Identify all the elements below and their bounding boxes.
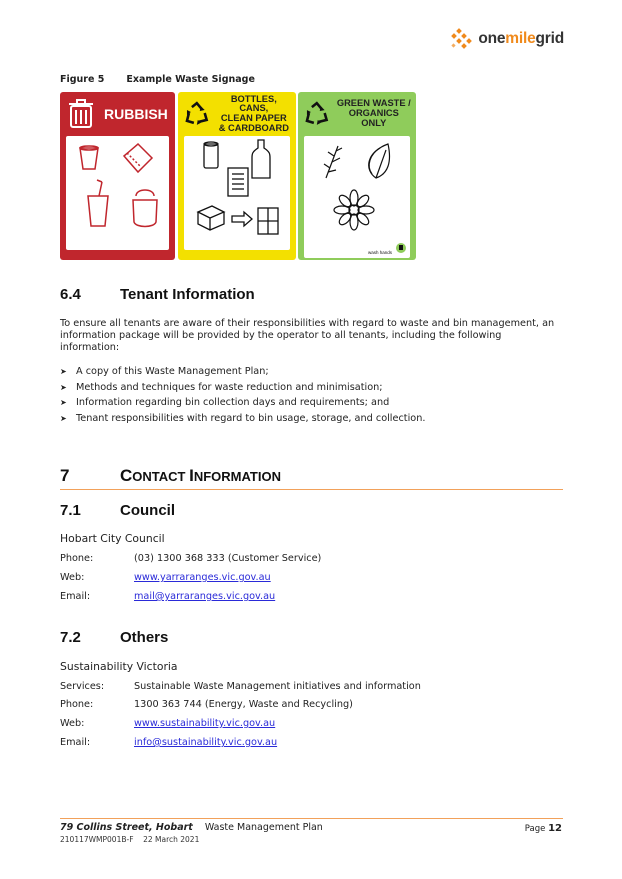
sign-recycling-panel: [184, 136, 290, 250]
snack-bag-icon: [124, 144, 152, 172]
sign-recycling: [178, 92, 296, 260]
others-email-row: Email: info@sustainability.vic.gov.au: [60, 737, 278, 748]
others-org-name: Sustainability Victoria: [60, 660, 178, 673]
tenant-info-list: [60, 364, 425, 426]
sign-green-panel: [304, 136, 410, 258]
section-7-2-heading: 7.2 Others: [60, 629, 169, 646]
council-email-row: Email: mail@yarraranges.vic.gov.au: [60, 591, 276, 602]
council-web-link[interactable]: www.yarraranges.vic.gov.au: [134, 572, 271, 583]
sign-recycling-title: BOTTLES, CANS, CLEAN PAPER & CARDBOARD: [218, 93, 289, 133]
branch-icon: [324, 146, 342, 178]
others-web-row: Web: www.sustainability.vic.gov.au: [60, 718, 276, 729]
others-email-link[interactable]: info@sustainability.vic.gov.au: [134, 737, 278, 748]
list-item: ➤ Methods and techniques for waste reduction and minimisation;: [60, 381, 383, 393]
arrow-icon: [232, 212, 252, 226]
can-icon: [204, 142, 218, 168]
logo-text: onemilegrid: [478, 30, 564, 47]
cup-icon: [80, 146, 98, 169]
section-7-heading: 7 CONTACT INFORMATION: [60, 466, 563, 490]
others-phone-row: Phone: 1300 363 744 (Energy, Waste and Recycling): [60, 699, 353, 710]
footer-address: 79 Collins Street, Hobart Waste Management Plan: [60, 822, 323, 833]
section-7-1-heading: 7.1 Council: [60, 502, 175, 519]
list-item: ➤ Information regarding bin collection days and requirements; and: [60, 397, 390, 409]
newspaper-icon: [228, 168, 248, 196]
onemilegrid-logo: [448, 28, 564, 50]
bottle-icon: [252, 140, 270, 178]
logo-grid-icon: [448, 28, 474, 50]
bin-icon: [68, 99, 94, 129]
flower-icon: [334, 190, 374, 230]
council-email-link[interactable]: mail@yarraranges.vic.gov.au: [134, 591, 276, 602]
plastic-bag-icon: [133, 190, 157, 227]
council-name: Hobart City Council: [60, 532, 165, 545]
flat-box-icon: [198, 206, 224, 230]
recycle-icon: [184, 101, 210, 127]
council-phone-row: Phone: (03) 1300 368 333 (Customer Service): [60, 553, 322, 564]
page-number: Page 12: [524, 823, 562, 834]
sign-rubbish-title: RUBBISH: [104, 105, 168, 122]
wash-hands-text: wash hands: [368, 250, 393, 255]
others-web-link[interactable]: www.sustainability.vic.gov.au: [134, 718, 276, 729]
list-item: ➤ A copy of this Waste Management Plan;: [60, 366, 269, 378]
leaf-icon: [369, 144, 390, 178]
section-6-4-heading: 6.4 Tenant Information: [60, 286, 255, 303]
list-item: ➤ Tenant responsibilities with regard to bin usage, storage, and collection.: [60, 412, 426, 424]
footer-divider: [60, 818, 563, 819]
sign-green-waste: [298, 92, 416, 260]
section-6-4-paragraph: To ensure all tenants are aware of their responsibilities with regard to waste and bin management, an information package will be provided by the operator to all tenants, including the following information:: [60, 318, 555, 354]
figure-number: Figure 5: [60, 74, 105, 85]
hand-icon: [396, 243, 406, 253]
sign-rubbish: [60, 92, 175, 260]
footer-reference: 210117WMP001B-F 22 March 2021: [60, 835, 200, 844]
figure-caption: [60, 74, 255, 85]
sign-green-title: GREEN WASTE / ORGANICS ONLY: [336, 98, 411, 128]
council-web-row: Web: www.yarraranges.vic.gov.au: [60, 572, 271, 583]
drink-cup-icon: [88, 180, 108, 226]
figure-title: Example Waste Signage: [126, 74, 255, 85]
others-services-row: Services: Sustainable Waste Management initiatives and information: [60, 681, 421, 692]
sign-rubbish-panel: [66, 136, 169, 250]
box-icon: [258, 208, 278, 234]
recycle-icon: [304, 101, 330, 127]
